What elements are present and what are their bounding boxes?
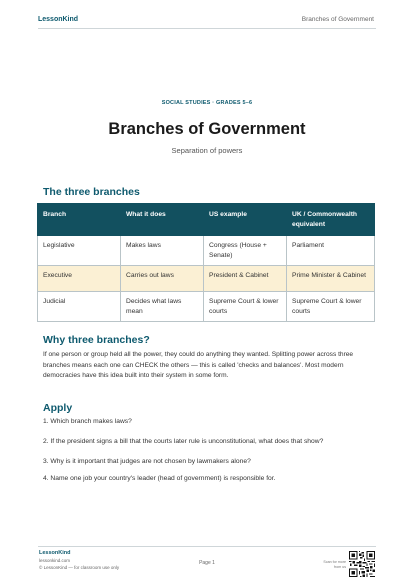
section-heading-apply: Apply	[43, 402, 73, 414]
table-cell: Carries out laws	[121, 266, 204, 292]
footer-divider	[38, 546, 376, 547]
subject-eyebrow: SOCIAL STUDIES · GRADES 5–6	[161, 100, 253, 106]
apply-question: 2. If the president signs a bill that the courts later rule is unconstitutional, what does that show?	[43, 438, 324, 445]
page-number: Page 1	[199, 560, 215, 566]
footer-site-link[interactable]: lessonkind.com	[39, 558, 71, 563]
table-cell: Prime Minister & Cabinet	[287, 266, 375, 292]
qr-code-icon[interactable]	[349, 551, 375, 577]
table-cell: Makes laws	[121, 236, 204, 266]
table-cell: Parliament	[287, 236, 375, 266]
page-header	[0, 0, 414, 30]
table-cell: Supreme Court & lower courts	[287, 292, 375, 322]
table-header-row	[38, 204, 375, 236]
page-subtitle: Separation of powers	[171, 146, 243, 155]
column-header: What it does	[121, 204, 204, 236]
column-header: Branch	[38, 204, 121, 236]
section-heading-branches: The three branches	[43, 186, 140, 198]
table-cell: Supreme Court & lower courts	[204, 292, 287, 322]
qr-caption: Scan for more from us	[323, 560, 346, 569]
table-cell: Executive	[38, 266, 121, 292]
table-cell: Judicial	[38, 292, 121, 322]
table-cell: Congress (House + Senate)	[204, 236, 287, 266]
header-doc-title: Branches of Government	[301, 16, 374, 23]
table-row-highlighted	[38, 266, 375, 292]
table-cell: Legislative	[38, 236, 121, 266]
apply-question: 4. Name one job your country's leader (head of government) is responsible for.	[43, 475, 276, 482]
column-header: US example	[204, 204, 287, 236]
section-heading-why: Why three branches?	[43, 334, 150, 346]
why-paragraph: If one person or group held all the power, they could do anything they wanted. Splitting power across three branches means each one can CHECK the others — this is called 'checks and balances'. Most modern democracies have this idea built into their system in some form.	[43, 351, 354, 380]
table-row	[38, 236, 375, 266]
column-header: UK / Commonwealth equivalent	[287, 204, 375, 236]
header-divider	[38, 28, 376, 29]
footer-copyright: © LessonKind — for classroom use only	[39, 565, 120, 570]
apply-question: 1. Which branch makes laws?	[43, 418, 132, 425]
branches-table	[37, 203, 375, 322]
table-cell: Decides what laws mean	[121, 292, 204, 322]
page-title: Branches of Government	[108, 120, 306, 138]
apply-question: 3. Why is it important that judges are not chosen by lawmakers alone?	[43, 458, 251, 465]
brand-logo-text[interactable]: LessonKind	[38, 16, 79, 23]
table-row	[38, 292, 375, 322]
table-cell: President & Cabinet	[204, 266, 287, 292]
footer-brand: LessonKind	[39, 550, 71, 556]
